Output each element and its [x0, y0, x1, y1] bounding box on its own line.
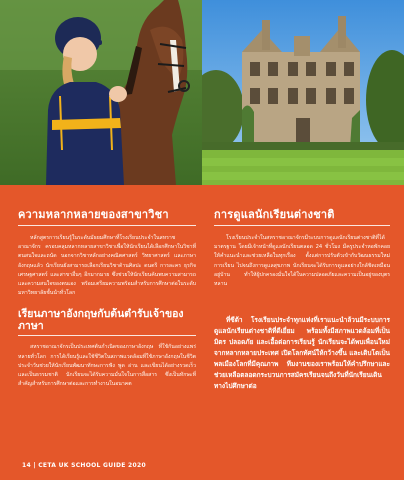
heading-divider	[18, 225, 196, 226]
subjects-heading: ความหลากหลายของสาขาวิชา	[18, 208, 169, 221]
english-heading: เรียนภาษาอังกฤษกับต้นตำรับเจ้าของภาษา	[18, 308, 184, 333]
pastoral-care-heading: การดูแลนักเรียนต่างชาติ	[214, 208, 335, 221]
heading-divider	[214, 225, 390, 226]
subjects-paragraph: หลักสูตรการเรียนรู้ในระดับมัธยมศึกษาที่โรงเรียนประจำในสหราชอาณาจักร ครอบคลุมหลากหลายสาขาวิชาเพื่อให้นักเรียนได้เลือกศึกษาในวิชาที่ตนสนใจและถนัด นอกจากวิชาหลักอย่างคณิตศาสตร์ วิทยาศาสตร์ และภาษาอังกฤษแล้ว นักเรียนยังสามารถเลือกเรียนวิชาด้านศิลปะ ดนตรี การละคร ธุรกิจ เศรษฐศาสตร์ และสาขาอื่นๆ อีกมากมาย ซึ่งช่วยให้นักเรียนค้นพบความสามารถและความสนใจของตนเอง พร้อมเตรียมความพร้อมสำหรับการศึกษาต่อในระดับมหาวิทยาลัยชั้นนำทั่วโลก	[18, 235, 196, 297]
right-column	[214, 208, 390, 392]
photo-student-with-horse	[0, 0, 202, 185]
photo-school-building	[202, 0, 404, 185]
heading-divider	[18, 335, 196, 336]
left-column	[18, 208, 196, 389]
pastoral-care-paragraph: โรงเรียนประจำในสหราชอาณาจักรมีระบบการดูแลนักเรียนต่างชาติที่ได้มาตรฐาน โดยมีเจ้าหน้าที่ดูแลนักเรียนตลอด 24 ชั่วโมง มีครูประจำหอพักคอยให้คำแนะนำและช่วยเหลือในทุกเรื่อง ตั้งแต่การปรับตัวเข้ากับวัฒนธรรมใหม่ การเรียน ไปจนถึงการดูแลสุขภาพ นักเรียนจะได้รับการดูแลอย่างใกล้ชิดเหมือนอยู่บ้าน ทำให้ผู้ปกครองมั่นใจได้ในความปลอดภัยและความเป็นอยู่ของบุตรหลาน	[214, 235, 390, 288]
english-paragraph: สหราชอาณาจักรเป็นประเทศต้นกำเนิดของภาษาอังกฤษ ที่ใช้กันอย่างแพร่หลายทั่วโลก การได้เรียนรู้และใช้ชีวิตในสภาพแวดล้อมที่ใช้ภาษาอังกฤษในชีวิตประจำวันช่วยให้นักเรียนพัฒนาทักษะการฟัง พูด อ่าน และเขียนได้อย่างรวดเร็วและเป็นธรรมชาติ นักเรียนจะได้รับความมั่นใจในการสื่อสาร ซึ่งเป็นทักษะที่สำคัญสำหรับการศึกษาต่อและการทำงานในอนาคต	[18, 344, 196, 388]
ceta-paragraph: ที่ซีต้า โรงเรียนประจำทุกแห่งที่เราแนะนำล้วนมีระบบการดูแลนักเรียนต่างชาติที่ดีเยี่ยม พร้อมทั้งมีสภาพแวดล้อมที่เป็นมิตร ปลอดภัย และเอื้อต่อการเรียนรู้ นักเรียนจะได้พบเพื่อนใหม่จากหลากหลายประเทศ เปิดโลกทัศน์ให้กว้างขึ้น และเติบโตเป็นพลเมืองโลกที่มีคุณภาพ ทีมงานของเราพร้อมให้คำปรึกษาและช่วยเหลือตลอดกระบวนการสมัครเรียนจนถึงวันที่นักเรียนเดินทางไปศึกษาต่อ	[214, 316, 390, 391]
page-footer: 14 | CETA UK SCHOOL GUIDE 2020	[22, 462, 146, 469]
